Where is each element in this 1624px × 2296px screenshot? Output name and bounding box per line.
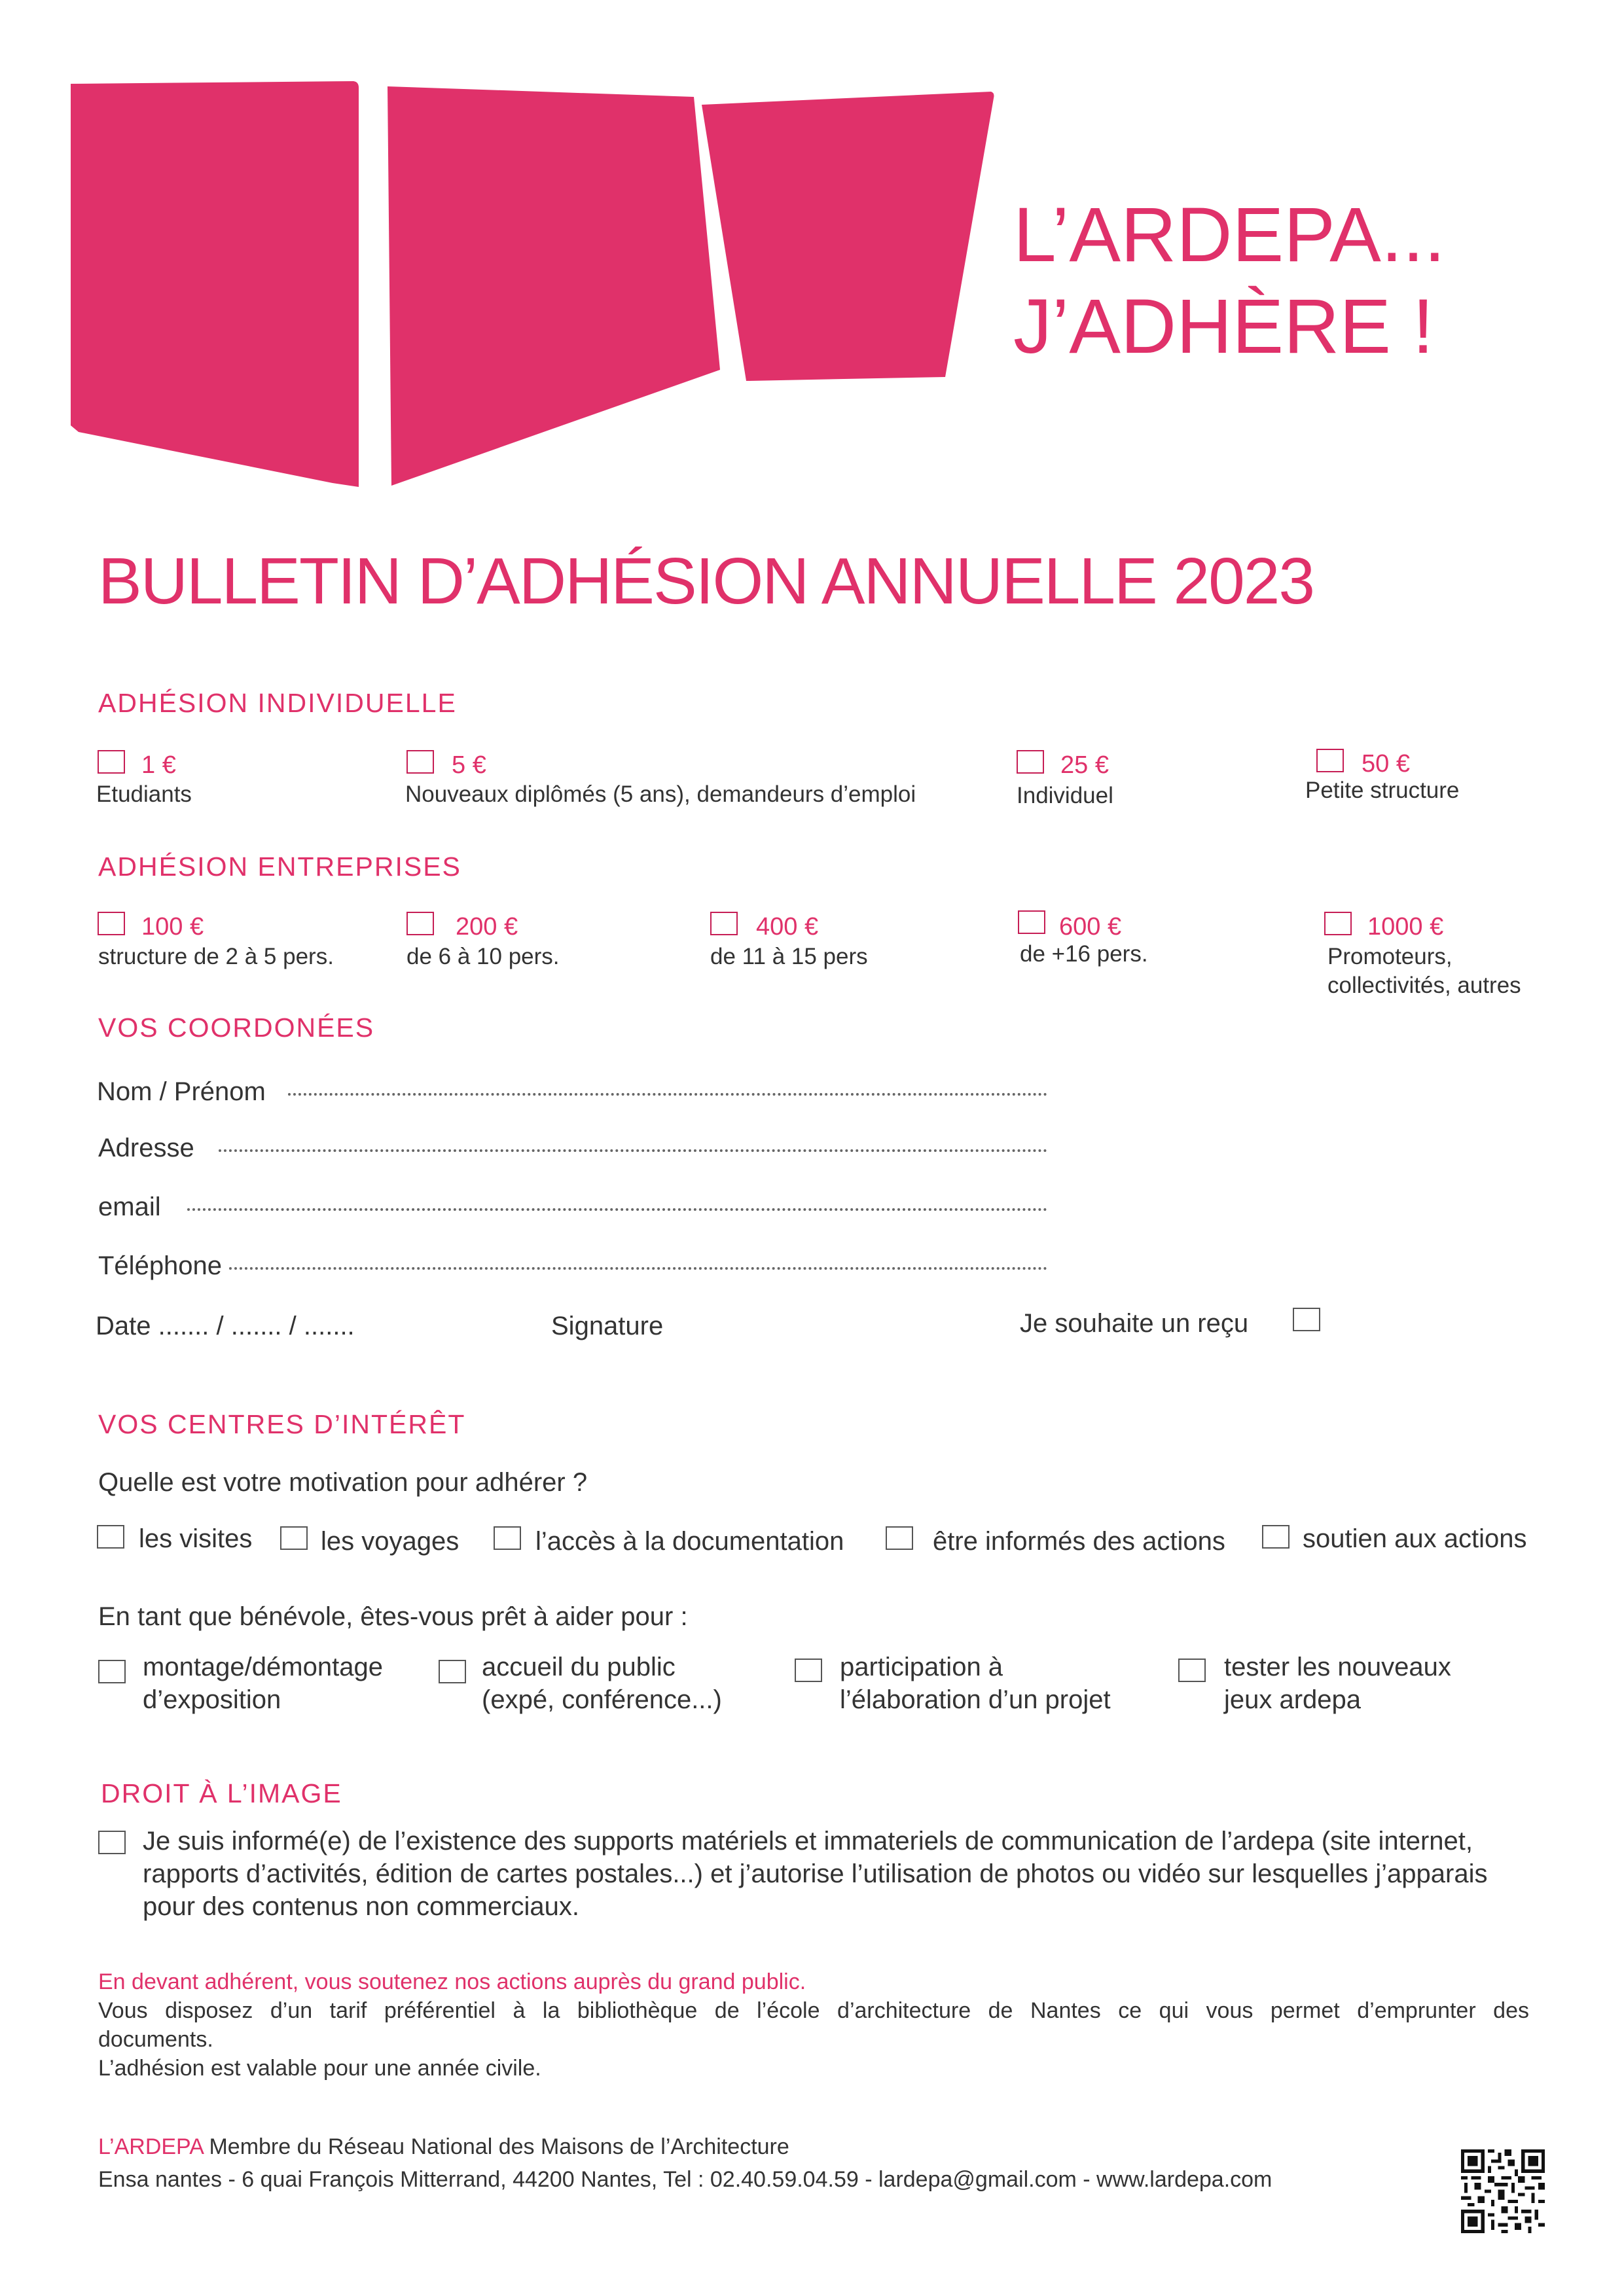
field-adresse[interactable] bbox=[219, 1149, 1047, 1152]
label-individuel-text: Individuel bbox=[1017, 783, 1113, 808]
checkbox-600-euro[interactable] bbox=[1018, 910, 1045, 934]
price-1-euro: 1 € bbox=[141, 751, 176, 779]
label-recu: Je souhaite un reçu bbox=[1020, 1309, 1249, 1338]
checkbox-25-euro[interactable] bbox=[1017, 750, 1044, 774]
checkbox-informes[interactable] bbox=[886, 1526, 913, 1550]
checkbox-recu[interactable] bbox=[1293, 1308, 1320, 1331]
footer-membership-text: Membre du Réseau National des Maisons de l’Architecture bbox=[203, 2134, 789, 2159]
checkbox-accueil[interactable] bbox=[439, 1660, 466, 1683]
label-collectivites: collectivités, autres bbox=[1327, 973, 1521, 998]
section-contact-heading: VOS COORDONÉES bbox=[98, 1013, 375, 1043]
price-50-euro: 50 € bbox=[1362, 750, 1410, 778]
price-200-euro: 200 € bbox=[456, 913, 518, 941]
label-documentation: l’accès à la documentation bbox=[535, 1527, 844, 1556]
label-montage-line-2: d’exposition bbox=[143, 1685, 281, 1714]
label-visites: les visites bbox=[139, 1524, 253, 1553]
checkbox-400-euro[interactable] bbox=[710, 912, 738, 935]
question-benevole: En tant que bénévole, êtes-vous prêt à aider pour : bbox=[98, 1602, 688, 1631]
label-nom-prenom: Nom / Prénom bbox=[97, 1077, 266, 1106]
checkbox-50-euro[interactable] bbox=[1316, 749, 1344, 772]
section-image-rights-heading: DROIT À L’IMAGE bbox=[101, 1778, 342, 1808]
ardepa-logo bbox=[0, 0, 1021, 511]
label-signature: Signature bbox=[551, 1312, 664, 1340]
note-line-2: documents. bbox=[98, 2027, 213, 2052]
label-voyages: les voyages bbox=[321, 1527, 460, 1556]
checkbox-1-euro[interactable] bbox=[98, 750, 125, 774]
label-informes: être informés des actions bbox=[933, 1527, 1225, 1556]
footer-address: Ensa nantes - 6 quai François Mitterrand, 44200 Nantes, Tel : 02.40.59.04.59 - lardepa@gmail.com - www.lardepa.com bbox=[98, 2167, 1272, 2192]
logo-shape-left bbox=[71, 81, 359, 487]
logo-shape-right bbox=[702, 92, 994, 381]
footer-brand: L’ARDEPA bbox=[98, 2134, 204, 2159]
footer-membership bbox=[98, 2132, 789, 2161]
checkbox-droit-image[interactable] bbox=[98, 1831, 126, 1854]
label-email: email bbox=[98, 1193, 161, 1221]
image-rights-line-2: rapports d’activités, édition de cartes postales...) et j’autorise l’utilisation de photos ou vidéo sur lesquelles j’apparais bbox=[143, 1859, 1488, 1888]
label-participation-line-2: l’élaboration d’un projet bbox=[840, 1685, 1111, 1714]
tagline-line-2: J’ADHÈRE ! bbox=[1013, 283, 1434, 370]
image-rights-line-3: pour des contenus non commerciaux. bbox=[143, 1892, 580, 1921]
note-line-3: L’adhésion est valable pour une année civile. bbox=[98, 2056, 541, 2081]
page-title: BULLETIN D’ADHÉSION ANNUELLE 2023 bbox=[98, 545, 1314, 618]
price-600-euro: 600 € bbox=[1059, 913, 1122, 941]
label-nouveaux-diplomes: Nouveaux diplômés (5 ans), demandeurs d’emploi bbox=[405, 781, 916, 807]
checkbox-soutien[interactable] bbox=[1262, 1525, 1290, 1549]
price-1000-euro: 1000 € bbox=[1367, 913, 1444, 941]
qr-code-icon bbox=[1461, 2149, 1545, 2233]
label-petite-structure: Petite structure bbox=[1305, 778, 1460, 803]
section-individual-heading: ADHÉSION INDIVIDUELLE bbox=[98, 688, 457, 718]
field-nom-prenom[interactable] bbox=[288, 1093, 1047, 1096]
label-telephone: Téléphone bbox=[98, 1251, 223, 1280]
field-email[interactable] bbox=[187, 1208, 1047, 1211]
label-6-a-10-pers: de 6 à 10 pers. bbox=[406, 944, 560, 969]
section-business-heading: ADHÉSION ENTREPRISES bbox=[98, 852, 461, 882]
section-interests-heading: VOS CENTRES D’INTÉRÊT bbox=[98, 1409, 466, 1439]
checkbox-participation[interactable] bbox=[795, 1659, 822, 1682]
question-motivation: Quelle est votre motivation pour adhérer ? bbox=[98, 1468, 588, 1497]
note-highlight: En devant adhérent, vous soutenez nos actions auprès du grand public. bbox=[98, 1969, 806, 1994]
checkbox-200-euro[interactable] bbox=[406, 912, 434, 935]
checkbox-voyages[interactable] bbox=[280, 1526, 308, 1550]
checkbox-5-euro[interactable] bbox=[406, 750, 434, 774]
label-soutien: soutien aux actions bbox=[1303, 1524, 1527, 1553]
label-11-a-15-pers: de 11 à 15 pers bbox=[710, 944, 868, 969]
checkbox-1000-euro[interactable] bbox=[1324, 912, 1352, 935]
field-telephone[interactable] bbox=[229, 1267, 1047, 1270]
field-date[interactable]: Date ....... / ....... / ....... bbox=[96, 1312, 355, 1340]
price-25-euro: 25 € bbox=[1060, 751, 1109, 779]
label-montage-line-1: montage/démontage bbox=[143, 1653, 383, 1681]
label-tester-line-1: tester les nouveaux bbox=[1224, 1653, 1451, 1681]
note-line-1: Vous disposez d’un tarif préférentiel à la bibliothèque de l’école d’architecture de Nantes ce qui vous permet d’emprunter des bbox=[98, 1998, 1529, 2023]
label-promoteurs: Promoteurs, bbox=[1327, 944, 1453, 969]
price-100-euro: 100 € bbox=[141, 913, 204, 941]
image-rights-line-1: Je suis informé(e) de l’existence des supports matériels et immateriels de communication de l’ardepa (site internet, bbox=[143, 1827, 1473, 1856]
checkbox-tester[interactable] bbox=[1178, 1659, 1206, 1682]
checkbox-100-euro[interactable] bbox=[98, 912, 125, 935]
price-400-euro: 400 € bbox=[756, 913, 819, 941]
label-accueil-line-1: accueil du public bbox=[482, 1653, 676, 1681]
tagline-line-1: L’ARDEPA... bbox=[1013, 192, 1446, 278]
label-plus-16-pers: de +16 pers. bbox=[1020, 941, 1148, 967]
label-tester-line-2: jeux ardepa bbox=[1224, 1685, 1362, 1714]
label-2-a-5-pers: structure de 2 à 5 pers. bbox=[98, 944, 334, 969]
label-adresse: Adresse bbox=[98, 1134, 194, 1162]
label-accueil-line-2: (expé, conférence...) bbox=[482, 1685, 722, 1714]
checkbox-visites[interactable] bbox=[97, 1525, 124, 1549]
label-participation-line-1: participation à bbox=[840, 1653, 1003, 1681]
checkbox-montage[interactable] bbox=[98, 1660, 126, 1683]
label-etudiants: Etudiants bbox=[96, 781, 192, 807]
price-5-euro: 5 € bbox=[452, 751, 486, 779]
logo-shape-middle bbox=[388, 86, 720, 486]
checkbox-documentation[interactable] bbox=[494, 1526, 521, 1550]
